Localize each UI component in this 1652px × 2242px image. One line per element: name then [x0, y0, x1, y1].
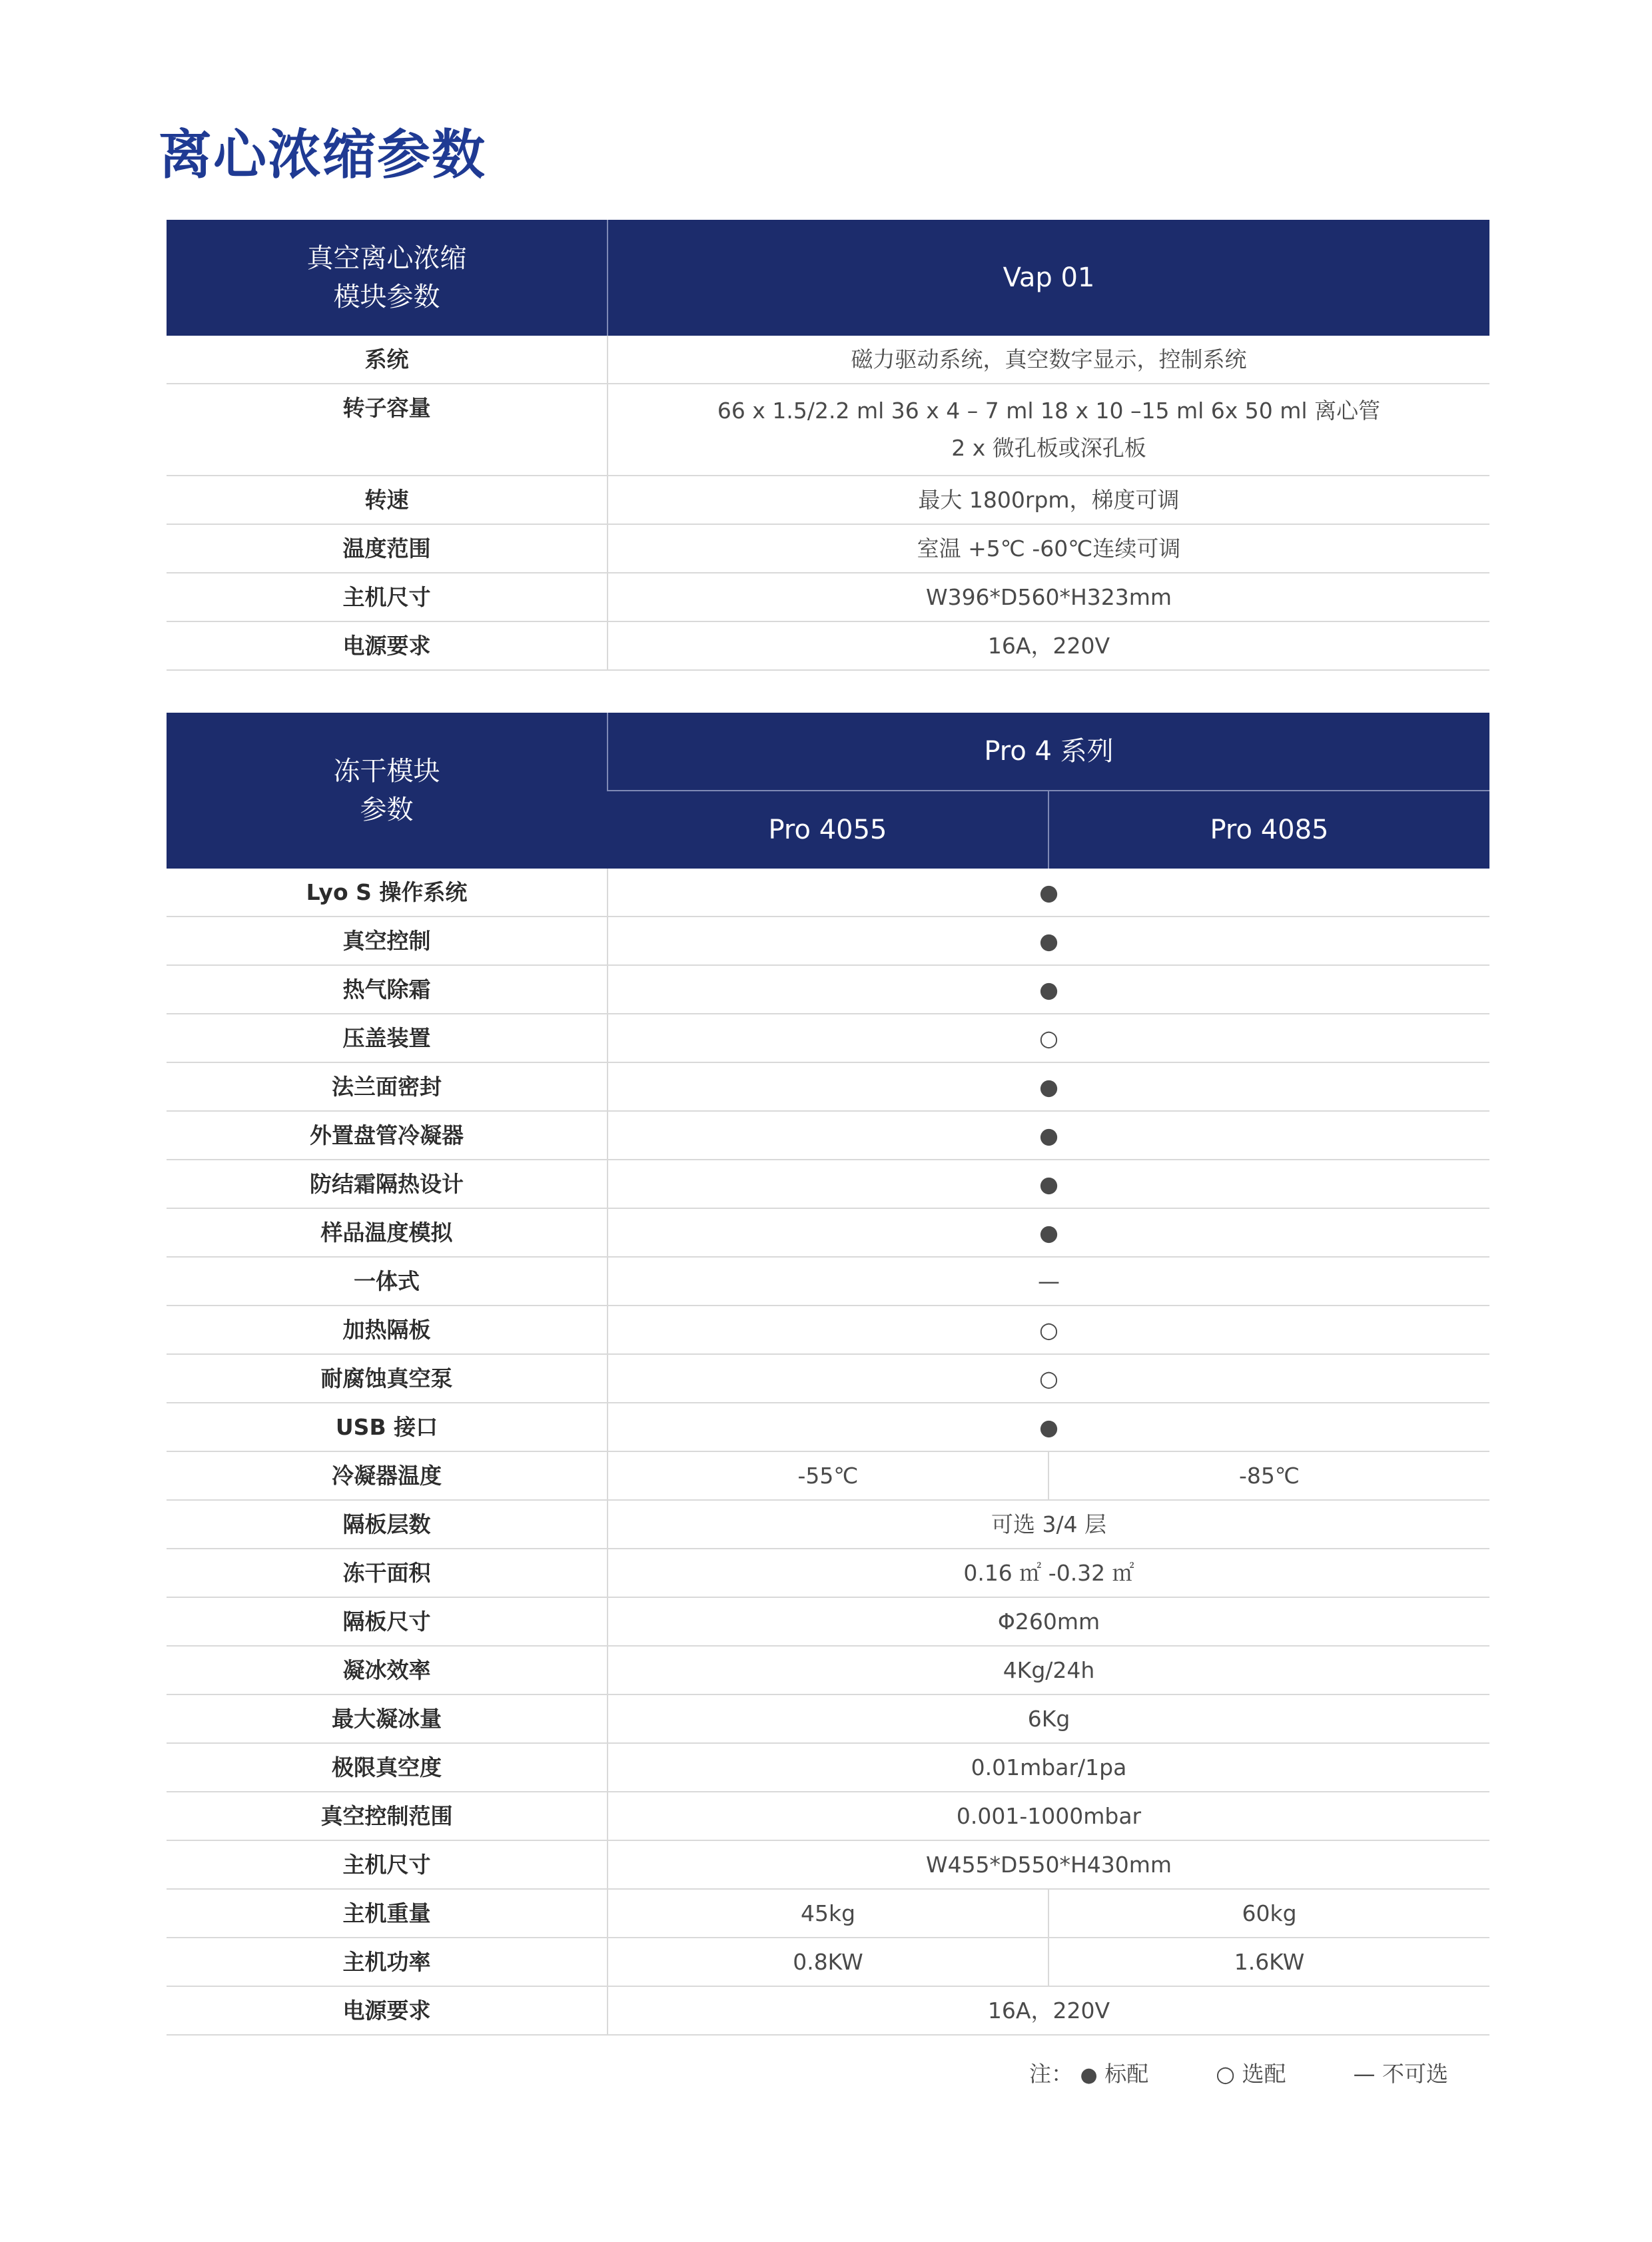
row-value-pro4055: -55℃ [608, 1451, 1048, 1500]
standard-dot-icon: ● [608, 1403, 1489, 1451]
row-label: 加热隔板 [167, 1306, 608, 1354]
standard-dot-icon: ● [608, 1062, 1489, 1111]
row-label: 隔板层数 [167, 1500, 608, 1549]
table-row [167, 1014, 1489, 1062]
row-value-pro4085: 60kg [1048, 1889, 1489, 1938]
row-label: 冻干面积 [167, 1549, 608, 1597]
row-label: 隔板尺寸 [167, 1597, 608, 1646]
row-label: 最大凝冰量 [167, 1694, 608, 1743]
standard-dot-icon: ● [608, 1208, 1489, 1257]
table-row [167, 1257, 1489, 1306]
optional-circle-icon: ○ [1216, 2061, 1235, 2087]
table-row [167, 1208, 1489, 1257]
row-value: 最大 1800rpm，梯度可调 [608, 476, 1489, 524]
row-value: 室温 +5℃ -60℃连续可调 [608, 524, 1489, 573]
optional-circle-icon: ○ [608, 1306, 1489, 1354]
row-value-pro4055: 0.8KW [608, 1938, 1048, 1986]
table2-header-label [167, 713, 608, 869]
row-label: 主机功率 [167, 1938, 608, 1986]
standard-dot-icon: ● [608, 1111, 1489, 1160]
optional-circle-icon: ○ [608, 1354, 1489, 1403]
table-row [167, 1986, 1489, 2035]
row-value-pro4085: -85℃ [1048, 1451, 1489, 1500]
row-value: 16A，220V [608, 1986, 1489, 2035]
row-label: Lyo S 操作系统 [167, 869, 608, 917]
legend-standard: 标配 [1104, 2061, 1149, 2087]
standard-dot-icon: ● [1080, 2063, 1098, 2087]
table2-header-model-4085: Pro 4085 [1048, 791, 1489, 869]
row-label: 转速 [167, 476, 608, 524]
row-label: 样品温度模拟 [167, 1208, 608, 1257]
row-label: 系统 [167, 336, 608, 384]
legend-unavailable: 不可选 [1382, 2061, 1448, 2087]
table-row [167, 336, 1489, 384]
row-label: 真空控制范围 [167, 1792, 608, 1840]
row-value: 0.001-1000mbar [608, 1792, 1489, 1840]
table-row [167, 1646, 1489, 1694]
table-row [167, 869, 1489, 917]
row-value: 0.16 ㎡ -0.32 ㎡ [608, 1549, 1489, 1597]
table-row [167, 1889, 1489, 1938]
row-value [608, 384, 1489, 476]
vap-spec-table [167, 220, 1489, 671]
row-label: 极限真空度 [167, 1743, 608, 1792]
row-label: 热气除霜 [167, 965, 608, 1014]
row-label: 防结霜隔热设计 [167, 1160, 608, 1208]
legend [1029, 2057, 1448, 2088]
row-value: W455*D550*H430mm [608, 1840, 1489, 1889]
optional-circle-icon: ○ [608, 1014, 1489, 1062]
table2-header-label-line1: 冻干模块 [333, 756, 440, 787]
row-label: 主机尺寸 [167, 573, 608, 621]
table2-body [167, 869, 1489, 2035]
row-label: 电源要求 [167, 621, 608, 670]
row-value-line1: 66 x 1.5/2.2 ml 36 x 4 – 7 ml 18 x 10 –15 ml 6x 50 ml 离心管 [717, 398, 1381, 424]
row-label: 耐腐蚀真空泵 [167, 1354, 608, 1403]
row-value-line2: 2 x 微孔板或深孔板 [951, 435, 1146, 461]
table1-header-label-line2: 模块参数 [333, 282, 440, 312]
row-label: USB 接口 [167, 1403, 608, 1451]
table-row [167, 1840, 1489, 1889]
row-value: 4Kg/24h [608, 1646, 1489, 1694]
row-value-pro4055: 45kg [608, 1889, 1048, 1938]
table2-header-label-line2: 参数 [360, 795, 414, 825]
table-row [167, 1306, 1489, 1354]
table-row [167, 1938, 1489, 1986]
table-row [167, 1160, 1489, 1208]
table-row [167, 1354, 1489, 1403]
table2-header-model-4055: Pro 4055 [608, 791, 1048, 869]
row-label: 温度范围 [167, 524, 608, 573]
row-label: 一体式 [167, 1257, 608, 1306]
standard-dot-icon: ● [608, 917, 1489, 965]
table-row [167, 621, 1489, 670]
row-value: Φ260mm [608, 1597, 1489, 1646]
row-value: W396*D560*H323mm [608, 573, 1489, 621]
row-label: 外置盘管冷凝器 [167, 1111, 608, 1160]
row-label: 凝冰效率 [167, 1646, 608, 1694]
row-value-pro4085: 1.6KW [1048, 1938, 1489, 1986]
table-row [167, 1451, 1489, 1500]
row-label: 压盖装置 [167, 1014, 608, 1062]
table-row [167, 1500, 1489, 1549]
table2-header-series: Pro 4 系列 [608, 713, 1489, 791]
table-row [167, 573, 1489, 621]
row-label: 冷凝器温度 [167, 1451, 608, 1500]
unavailable-dash-icon: — [608, 1257, 1489, 1306]
legend-optional: 选配 [1242, 2061, 1286, 2087]
table-row [167, 1111, 1489, 1160]
table1-header-model: Vap 01 [608, 220, 1489, 336]
row-label: 转子容量 [167, 384, 608, 476]
page-title: 离心浓缩参数 [159, 124, 486, 186]
standard-dot-icon: ● [608, 965, 1489, 1014]
row-label: 法兰面密封 [167, 1062, 608, 1111]
table-row [167, 917, 1489, 965]
table-row [167, 1743, 1489, 1792]
row-value: 16A，220V [608, 621, 1489, 670]
row-label: 真空控制 [167, 917, 608, 965]
table-row [167, 1597, 1489, 1646]
table-row [167, 1549, 1489, 1597]
row-value: 可选 3/4 层 [608, 1500, 1489, 1549]
unavailable-dash-icon: — [1353, 2061, 1376, 2087]
row-value: 0.01mbar/1pa [608, 1743, 1489, 1792]
row-value: 6Kg [608, 1694, 1489, 1743]
table-row [167, 965, 1489, 1014]
table-row [167, 476, 1489, 524]
table-row [167, 1694, 1489, 1743]
row-label: 主机尺寸 [167, 1840, 608, 1889]
row-value: 磁力驱动系统，真空数字显示，控制系统 [608, 336, 1489, 384]
legend-prefix: 注： [1029, 2061, 1073, 2087]
standard-dot-icon: ● [608, 869, 1489, 917]
table1-header-label-line1: 真空离心浓缩 [306, 243, 467, 274]
table-row [167, 1403, 1489, 1451]
table1-header-label [167, 220, 608, 336]
row-label: 电源要求 [167, 1986, 608, 2035]
row-label: 主机重量 [167, 1889, 608, 1938]
table-row [167, 1062, 1489, 1111]
table-row [167, 524, 1489, 573]
lyo-spec-table [167, 713, 1489, 2036]
standard-dot-icon: ● [608, 1160, 1489, 1208]
table-row [167, 384, 1489, 476]
table-row [167, 1792, 1489, 1840]
